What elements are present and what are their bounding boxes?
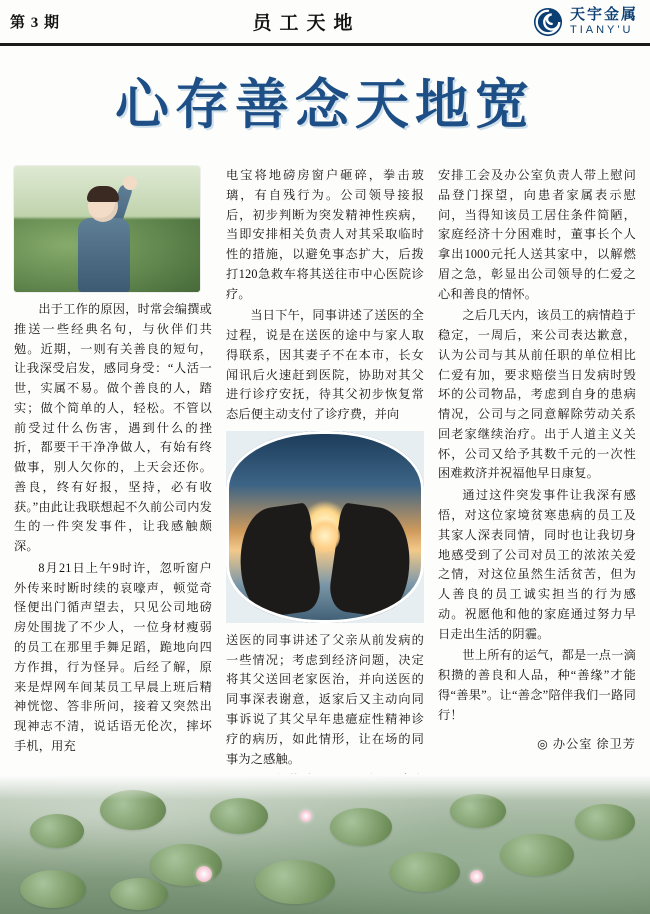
paragraph: 之后几天内，该员工的病情趋于稳定，一周后，来公司表达歉意，认为公司与其从前任职的单位相比仁爱有加，要求赔偿当日发病时毁坏的公司物品，考虑到自身的患病情况，公司与之同意解除劳动关系回老家继续治疗。出于人道主义关怀，公司又给予其数千元的一次性困难救济并祝福他早日康复。	[438, 308, 636, 481]
column-1	[14, 166, 212, 776]
paragraph: 安排工会及办公室负责人带上慰问品登门探望，向患者家属表示慰问，当得知该员工居住条件简陋，家庭经济十分困难时，董事长个人拿出1000元托人送其家中，以解燃眉之急，彰显出公司领导的仁爱之心和善良的情怀。	[438, 168, 636, 301]
column-3	[438, 166, 636, 776]
paragraph: 送医的同事讲述了父亲从前发病的一些情况；考虑到经济问题，决定将其父送回老家医治，并向送医的同事深表谢意，返家后又主动向同事诉说了其父早年患癔症性精神诊疗的病历，如此情形，让在场的同事为之感触。	[226, 632, 424, 766]
photo-lotus-pond	[0, 774, 650, 914]
paragraph: 世上所有的运气，都是一点一滴积攒的善良和人品，种“善缘”才能得“善果”。让“善念”陪伴我们一路同行！	[438, 648, 636, 722]
paragraph: 电宝将地磅房窗户砸碎，拳击玻璃，有自残行为。公司领导接报后，初步判断为突发精神性疾病，当即安排相关负责人对其采取临时性的措施，以避免事态扩大，后拨打120急救车将其送往市中心医院诊疗。	[226, 168, 424, 301]
photo-heart-hands-sunset	[226, 431, 424, 623]
article-headline: 心存善念天地宽	[115, 72, 535, 136]
paragraph: 出于工作的原因，时常会编撰或推送一些经典名句，与伙伴们共勉。近期，一则有关善良的短句，让我深受启发，感同身受：“人活一世，实属不易。做个善良的人，踏实；做个简单的人，轻松。不管以前受过什么伤害，遇到什么的挫折，都要干干净净做人，有始有终做事，别人欠你的，上天会还你。善良，终有好报，坚持，必有收获。”由此让我联想起不久前公司内发生的一件突发事件，让我感触颇深。	[14, 302, 212, 554]
masthead	[0, 0, 650, 46]
paragraph: 通过这件突发事件让我深有感悟，对这位家境贫寒患病的员工及其家人深表同情，同时也让我切身地感受到了公司对员工的浓浓关爱之情，对这位虽然生活贫苦，但为人善良的员工诚实担当的行为感动。祝愿他和他的家庭通过努力早日走出生活的阴霾。	[438, 488, 636, 641]
brand-text	[570, 8, 638, 36]
spiral-logo-icon	[533, 7, 563, 37]
issue-label: 第 3 期	[10, 15, 61, 31]
paragraph: 8月21日上午9时许，忽听窗户外传来时断时续的哀嚎声，顿觉奇怪便出门循声望去，只见公司地磅房处围拢了不少人，一位身材瘦弱的员工在那里手舞足蹈，跪地向四方作揖，行为怪异。后经了解，原来是焊网车间某员工早晨上班后精神恍惚、答非所问，接着又突然出现神志不清，说话语无伦次，摔坏手机，用充	[14, 560, 212, 753]
brand-logo	[453, 7, 642, 37]
column-2	[226, 166, 424, 776]
brand-name-en: TIANY'U	[569, 23, 634, 36]
publication-title: 员工天地	[252, 13, 361, 34]
article-signature: ◎ 办公室 徐卫芳	[537, 737, 636, 752]
brand-name-cn: 天宇金属	[569, 6, 638, 23]
article-columns	[14, 166, 636, 776]
photo-child-outdoors	[14, 166, 200, 292]
paragraph: 当日下午，同事讲述了送医的全过程，说是在送医的途中与家人取得联系，因其妻子不在本市，长女闻讯后火速赶到医院，协助对其父进行诊疗安抚，待其父初步恢复常态后便主动支付了诊疗费，并向	[226, 308, 424, 422]
